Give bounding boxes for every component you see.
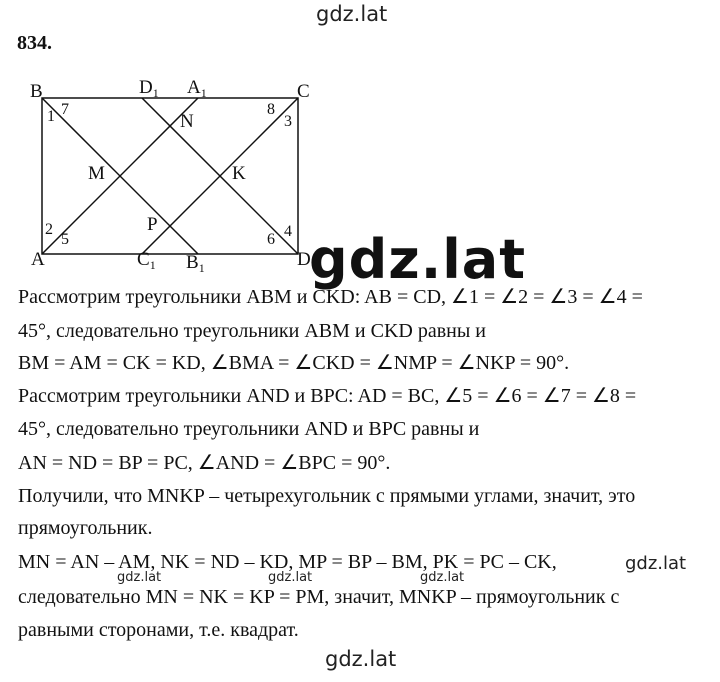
text-line-1: Рассмотрим треугольники ABM и CKD: AB = CD, ∠1 = ∠2 = ∠3 = ∠4 = <box>18 286 643 308</box>
text-line-10: следовательно MN = NK = KP = PM, значит, MNKP – прямоугольник с <box>18 586 620 608</box>
label-n: N <box>180 111 194 132</box>
label-d: D <box>297 249 311 270</box>
text-line-7: Получили, что MNKP – четырехугольник с прямыми углами, значит, это <box>18 485 636 507</box>
label-d1 <box>139 77 159 100</box>
label-c1-main: C <box>137 249 150 270</box>
label-a: A <box>31 249 45 270</box>
label-c1-sub: 1 <box>149 258 156 272</box>
label-c: C <box>297 81 310 102</box>
label-m: M <box>88 163 105 184</box>
watermark-inline-2: gdz.lat <box>268 570 313 585</box>
label-d1-sub: 1 <box>152 86 159 100</box>
label-k: K <box>232 163 246 184</box>
watermark-inline-right: gdz.lat <box>625 553 687 574</box>
angle-1: 1 <box>47 108 55 125</box>
label-a1-main: A <box>187 77 201 98</box>
angle-6: 6 <box>267 231 275 248</box>
label-a1-sub: 1 <box>200 86 207 100</box>
angle-3: 3 <box>284 113 292 130</box>
rectangle-abcd <box>42 98 298 254</box>
text-line-5: 45°, следовательно треугольники AND и BPC равны и <box>18 418 480 440</box>
angle-7: 7 <box>61 101 69 118</box>
watermark-bottom: gdz.lat <box>325 647 397 671</box>
angle-5: 5 <box>61 231 69 248</box>
label-d1-main: D <box>139 77 153 98</box>
text-line-11: равными сторонами, т.е. квадрат. <box>18 619 299 641</box>
text-line-8: прямоугольник. <box>18 517 153 539</box>
text-line-4: Рассмотрим треугольники AND и BPC: AD = BC, ∠5 = ∠6 = ∠7 = ∠8 = <box>18 385 637 407</box>
text-line-3: BM = AM = CK = KD, ∠BMA = ∠CKD = ∠NMP = ∠NKP = 90°. <box>18 352 570 374</box>
label-b: B <box>30 81 43 102</box>
watermark-center-large: gdz.lat <box>309 228 527 291</box>
label-b1-main: B <box>186 252 199 273</box>
label-c1 <box>137 249 156 272</box>
label-a1 <box>187 77 207 100</box>
watermark-inline-3: gdz.lat <box>420 570 465 585</box>
label-b1 <box>186 252 205 275</box>
text-line-2: 45°, следовательно треугольники ABM и CKD равны и <box>18 320 486 342</box>
angle-8: 8 <box>267 101 275 118</box>
problem-number: 834. <box>17 32 52 54</box>
angle-4: 4 <box>284 223 292 240</box>
text-line-6: AN = ND = BP = PC, ∠AND = ∠BPC = 90°. <box>18 452 391 474</box>
watermark-inline-1: gdz.lat <box>117 570 162 585</box>
text-line-9: MN = AN – AM, NK = ND – KD, MP = BP – BM, PK = PC – CK, <box>18 551 557 573</box>
watermark-top: gdz.lat <box>316 2 388 26</box>
angle-2: 2 <box>45 221 53 238</box>
label-p: P <box>147 214 158 235</box>
label-b1-sub: 1 <box>198 261 205 275</box>
